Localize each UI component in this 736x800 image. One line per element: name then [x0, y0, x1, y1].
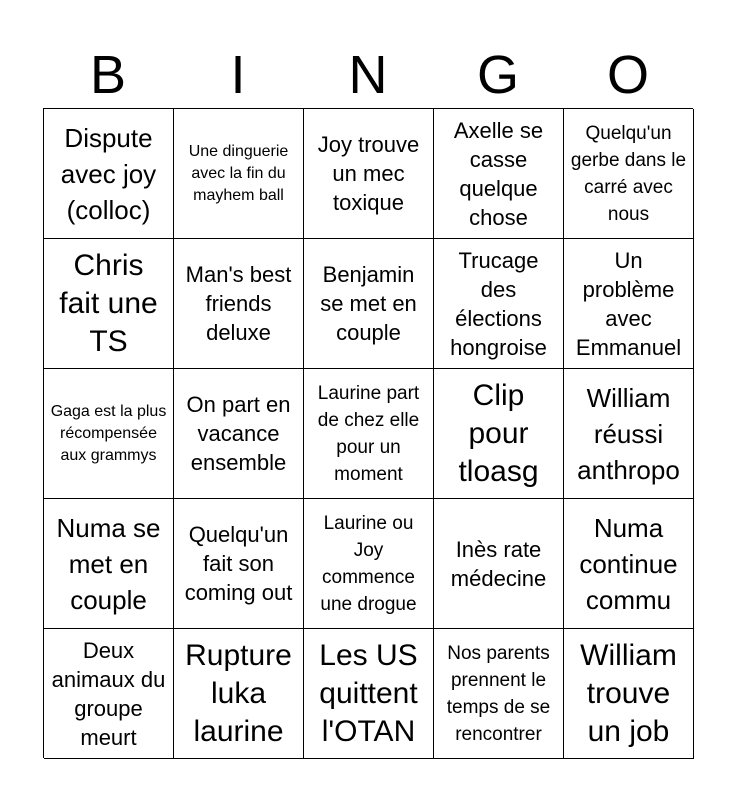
bingo-grid	[43, 108, 693, 758]
cell-text: Benjamin se met en couple	[320, 262, 417, 345]
cell-text: Les US quittent l'OTAN	[319, 638, 418, 748]
bingo-cell[interactable]	[174, 369, 304, 499]
cell-text: Gaga est la plus récompensée aux grammys	[50, 402, 167, 464]
bingo-cell[interactable]	[564, 239, 694, 369]
bingo-cell[interactable]	[434, 499, 564, 629]
cell-text: Nos parents prennent le temps de se rencontrer	[446, 642, 551, 745]
bingo-cell[interactable]	[174, 239, 304, 369]
cell-text: Quelqu'un gerbe dans le carré avec nous	[570, 122, 687, 225]
bingo-header	[43, 40, 693, 110]
cell-text: Dispute avec joy (colloc)	[60, 122, 157, 225]
bingo-cell[interactable]	[304, 499, 434, 629]
bingo-cell[interactable]	[304, 629, 434, 759]
header-letter-b: B	[89, 45, 127, 105]
cell-text: Clip pour tloasg	[458, 378, 539, 488]
bingo-cell[interactable]	[434, 369, 564, 499]
bingo-cell[interactable]	[174, 629, 304, 759]
bingo-cell[interactable]	[434, 629, 564, 759]
cell-text: Man's best friends deluxe	[185, 262, 292, 345]
bingo-cell[interactable]	[174, 109, 304, 239]
header-letter-g: G	[476, 45, 519, 105]
bingo-cell[interactable]	[564, 629, 694, 759]
cell-text: Un problème avec Emmanuel	[575, 247, 682, 360]
bingo-cell[interactable]	[304, 109, 434, 239]
bingo-cell[interactable]	[44, 109, 174, 239]
cell-text: Laurine part de chez elle pour un moment	[317, 382, 420, 485]
header-letter-i: I	[230, 45, 246, 105]
bingo-cell[interactable]	[304, 239, 434, 369]
bingo-cell[interactable]	[44, 629, 174, 759]
cell-text: William réussi anthropo	[577, 382, 680, 485]
cell-text: Deux animaux du groupe meurt	[51, 637, 166, 750]
bingo-cell[interactable]	[44, 239, 174, 369]
cell-text: Inès rate médecine	[450, 536, 547, 591]
cell-text: Chris fait une TS	[59, 248, 158, 358]
bingo-cell[interactable]	[434, 109, 564, 239]
header-letter-n: N	[348, 45, 388, 105]
cell-text: Numa continue commu	[579, 512, 678, 615]
cell-text: Axelle se casse quelque chose	[453, 117, 544, 230]
bingo-cell[interactable]	[304, 369, 434, 499]
bingo-cell[interactable]	[44, 369, 174, 499]
bingo-cell[interactable]	[564, 499, 694, 629]
bingo-cell[interactable]	[564, 109, 694, 239]
header-letter-o: O	[606, 45, 649, 105]
cell-text: Rupture luka laurine	[185, 638, 292, 748]
bingo-cell[interactable]	[44, 499, 174, 629]
bingo-cell[interactable]	[434, 239, 564, 369]
cell-text: Trucage des élections hongroise	[450, 247, 547, 360]
cell-text: Laurine ou Joy commence une drogue	[320, 512, 417, 615]
cell-text: William trouve un job	[580, 638, 677, 748]
bingo-cell[interactable]	[564, 369, 694, 499]
cell-text: Quelqu'un fait son coming out	[184, 522, 293, 605]
cell-text: Joy trouve un mec toxique	[317, 132, 420, 215]
cell-text: Une dinguerie avec la fin du mayhem ball	[188, 142, 289, 204]
cell-text: Numa se met en couple	[56, 512, 161, 615]
cell-text: On part en vacance ensemble	[186, 392, 291, 475]
bingo-cell[interactable]	[174, 499, 304, 629]
